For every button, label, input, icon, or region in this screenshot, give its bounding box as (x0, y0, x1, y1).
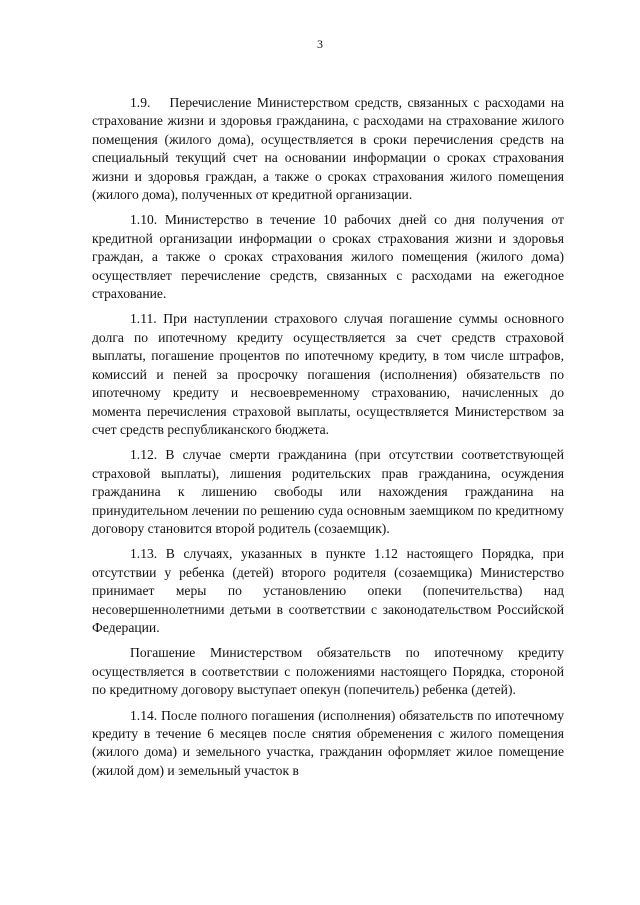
paragraph-1-13-continuation: Погашение Министерством обязательств по ипотечному кредиту осуществляется в соответствии с положениями настоящего Порядка, стороной по кредитному договору выступает опекун (попечитель) ребенка (детей). (92, 645, 564, 698)
paragraph-1-10: 1.10. Министерство в течение 10 рабочих дней со дня получения от кредитной организации информации о сроках страхования жизни и здоровья граждан, а также о сроках страхования жилого помещения (жилого дома) осуществляет перечисление средств, связанных с расходами на ежегодное страхование. (92, 212, 564, 302)
paragraph-1-13: 1.13. В случаях, указанных в пункте 1.12 настоящего Порядка, при отсутствии у ребенка (детей) второго родителя (созаемщика) Министерство принимает меры по установлению опеки (попечительства) над несовершеннолетними детьми в соответствии с законодательством Российской Федерации. (92, 546, 564, 635)
paragraph-1-9: 1.9. Перечисление Министерством средств, связанных с расходами на страхование жизни и здоровья гражданина, с расходами на страхование жилого помещения (жилого дома), осуществляется в сроки перечисления средств на специальный текущий счет на основании информации о сроках страхования жизни и здоровья граждан, а также о сроках страхования жилого помещения (жилого дома), полученных от кредитной организации. (92, 95, 564, 203)
paragraph-1-14: 1.14. После полного погашения (исполнения) обязательств по ипотечному кредиту в течение 6 месяцев после снятия обременения с жилого помещения (жилого дома) и земельного участка, гражданин оформляет жилое помещение (жилой дом) и земельный участок в (92, 707, 564, 778)
paragraph-1-12: 1.12. В случае смерти гражданина (при отсутствии соответствующей страховой выплаты), лишения родительских прав гражданина, осуждения гражданина к лишению свободы или нахождения гражданина на принудительном лечении по решению суда основным заемщиком по кредитному договору становится второй родитель (созаемщик). (92, 447, 564, 536)
paragraph-1-11: 1.11. При наступлении страхового случая погашение суммы основного долга по ипотечному кредиту осуществляется за счет средств страховой выплаты, погашение процентов по ипотечному кредиту, в том числе штрафов, комиссий и пеней за просрочку погашения (исполнения) обязательств по ипотечному кредиту и несвоевременному страхованию, начисленных до момента перечисления страховой выплаты, осуществляется Министерством за счет средств республиканского бюджета. (92, 311, 564, 437)
document-body (92, 94, 564, 787)
page-number: 3 (317, 37, 323, 51)
